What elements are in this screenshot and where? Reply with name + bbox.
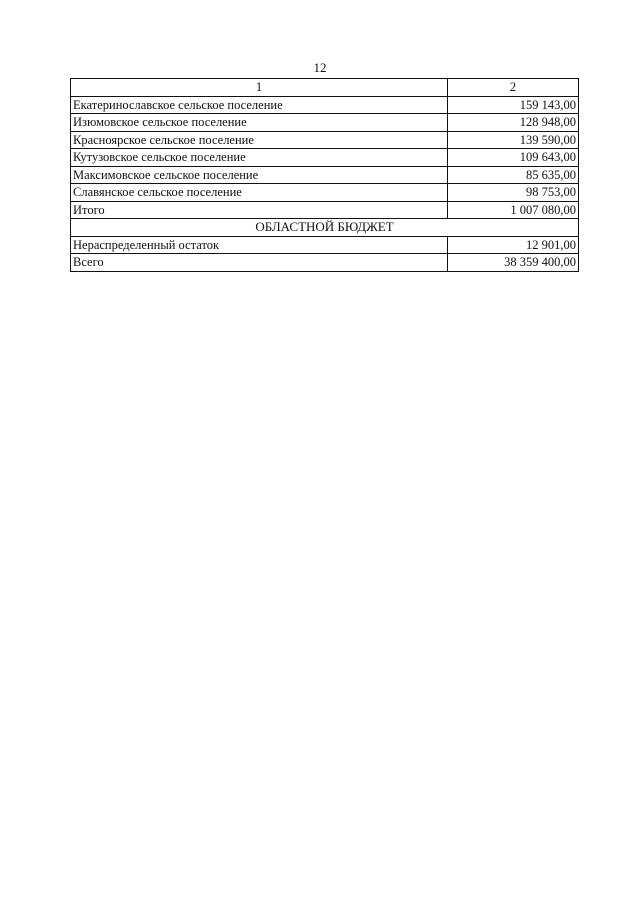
section-header-row	[71, 219, 579, 237]
total-value: 38 359 400,00	[448, 254, 579, 272]
subtotal-row	[71, 201, 579, 219]
page-number: 12	[313, 60, 327, 75]
row-value: 139 590,00	[448, 131, 579, 149]
row-name: Максимовское сельское поселение	[71, 166, 448, 184]
table-row	[71, 166, 579, 184]
row-name: Кутузовское сельское поселение	[71, 149, 448, 167]
total-row	[71, 254, 579, 272]
budget-table	[70, 78, 579, 272]
column-header-2: 2	[448, 79, 579, 97]
subtotal-value: 1 007 080,00	[448, 201, 579, 219]
row-value: 128 948,00	[448, 114, 579, 132]
column-header-1: 1	[71, 79, 448, 97]
row-value: 12 901,00	[448, 236, 579, 254]
row-value: 109 643,00	[448, 149, 579, 167]
row-name: Красноярское сельское поселение	[71, 131, 448, 149]
total-label: Всего	[71, 254, 448, 272]
row-value: 85 635,00	[448, 166, 579, 184]
table-row	[71, 96, 579, 114]
table-header-row	[71, 79, 579, 97]
table-row	[71, 131, 579, 149]
table-row	[71, 114, 579, 132]
table-row	[71, 149, 579, 167]
table-row	[71, 236, 579, 254]
row-value: 159 143,00	[448, 96, 579, 114]
row-value: 98 753,00	[448, 184, 579, 202]
section-title: ОБЛАСТНОЙ БЮДЖЕТ	[71, 219, 579, 237]
row-name: Изюмовское сельское поселение	[71, 114, 448, 132]
subtotal-label: Итого	[71, 201, 448, 219]
row-name: Екатеринославское сельское поселение	[71, 96, 448, 114]
table-row	[71, 184, 579, 202]
row-name: Славянское сельское поселение	[71, 184, 448, 202]
row-name: Нераспределенный остаток	[71, 236, 448, 254]
